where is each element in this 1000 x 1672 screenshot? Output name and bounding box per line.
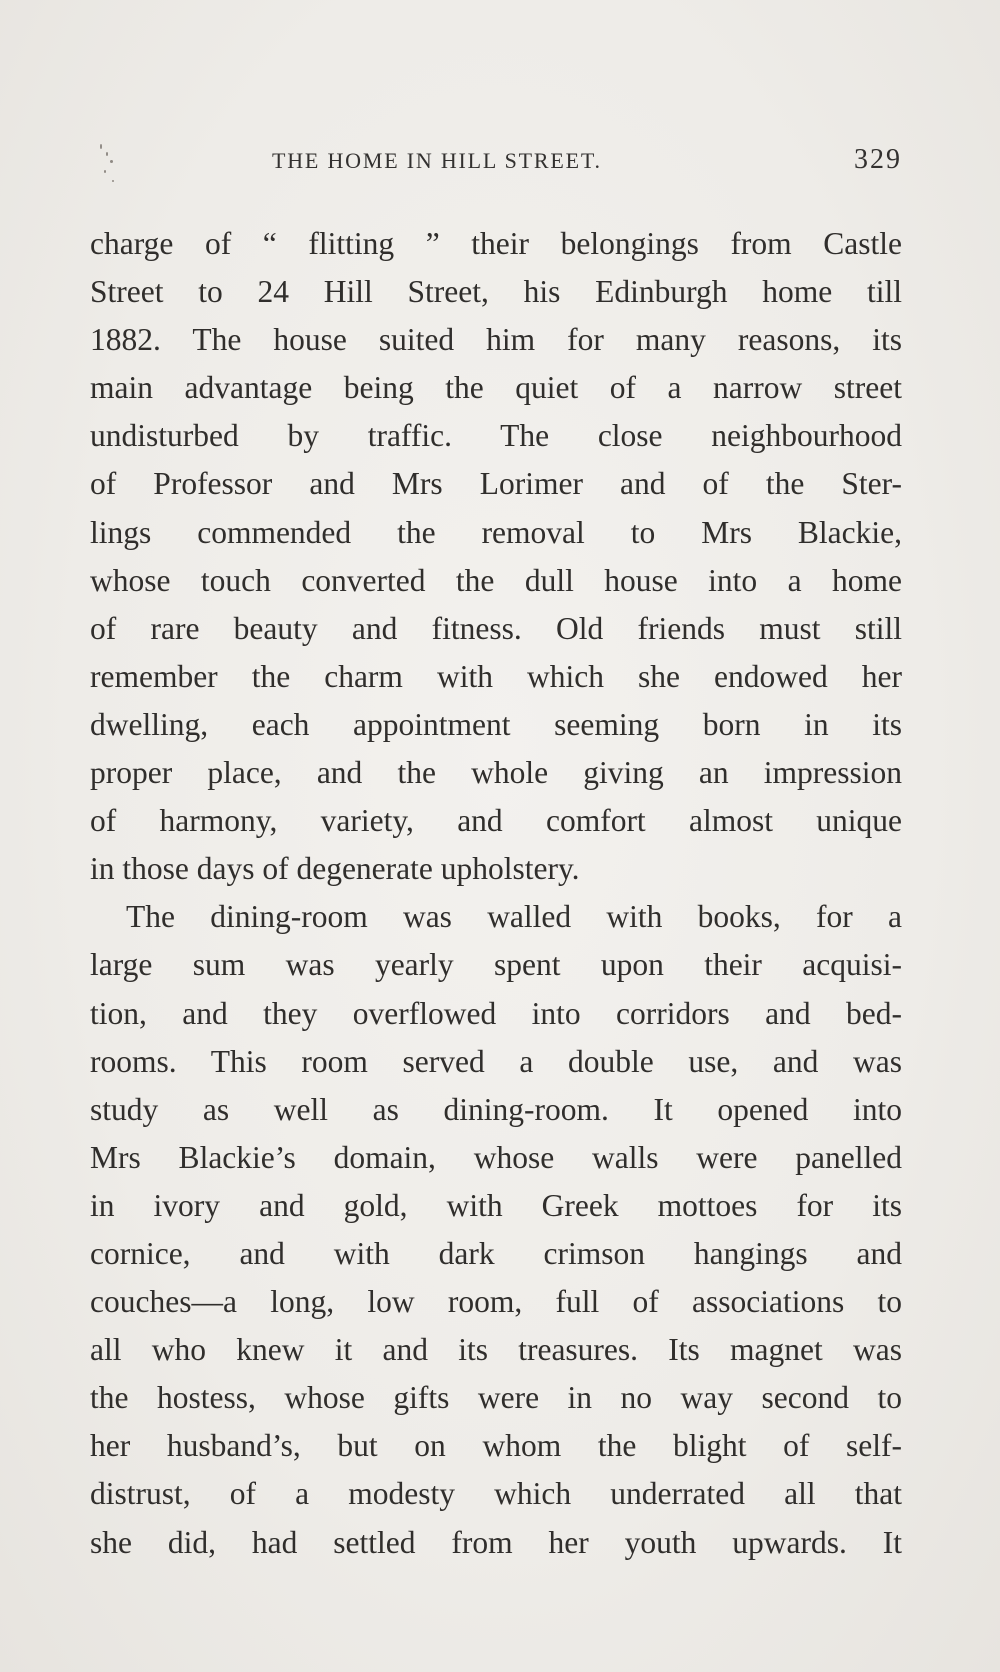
paragraph: [90, 893, 902, 1566]
text-line: whose touch converted the dull house into a home: [90, 562, 902, 598]
text-line: Mrs Blackie’s domain, whose walls were panelled: [90, 1139, 902, 1175]
text-line: her husband’s, but on whom the blight of self-: [90, 1428, 902, 1464]
body-text: [90, 220, 902, 1567]
page-number: 329: [854, 144, 902, 175]
text-line: 1882. The house suited him for many reasons, its: [90, 322, 902, 358]
text-line: of harmony, variety, and comfort almost unique: [90, 803, 902, 839]
text-line: Street to 24 Hill Street, his Edinburgh home till: [90, 274, 902, 310]
running-head: THE HOME IN HILL STREET.: [272, 148, 602, 173]
text-line: the hostess, whose gifts were in no way second to: [90, 1380, 902, 1416]
text-line: charge of “ flitting ” their belongings from Castle: [90, 226, 902, 261]
text-line: distrust, of a modesty which underrated all that: [90, 1476, 902, 1512]
paragraph: [90, 220, 902, 893]
page-header: [90, 144, 902, 184]
text-line: lings commended the removal to Mrs Blackie,: [90, 514, 902, 550]
text-line: dwelling, each appointment seeming born in its: [90, 706, 902, 742]
text-line: remember the charm with which she endowed her: [90, 658, 902, 694]
text-line: of Professor and Mrs Lorimer and of the Ster-: [90, 466, 902, 502]
text-line: main advantage being the quiet of a narrow street: [90, 370, 902, 406]
text-line: large sum was yearly spent upon their acquisi-: [90, 947, 902, 983]
text-line: tion, and they overflowed into corridors and bed-: [90, 995, 902, 1031]
text-line: cornice, and with dark crimson hangings and: [90, 1235, 902, 1271]
text-line: couches—a long, low room, full of associations to: [90, 1284, 902, 1320]
text-line: of rare beauty and fitness. Old friends must still: [90, 610, 902, 646]
text-line: she did, had settled from her youth upwards. It: [90, 1524, 902, 1560]
text-line: rooms. This room served a double use, and was: [90, 1043, 902, 1079]
text-line: study as well as dining-room. It opened into: [90, 1091, 902, 1127]
text-line: in those days of degenerate upholstery.: [90, 851, 580, 887]
text-line: undisturbed by traffic. The close neighbourhood: [90, 418, 902, 454]
text-line: all who knew it and its treasures. Its magnet was: [90, 1332, 902, 1368]
text-line: The dining-room was walled with books, for a: [126, 899, 902, 935]
text-line: in ivory and gold, with Greek mottoes for its: [90, 1187, 902, 1223]
text-line: proper place, and the whole giving an impression: [90, 755, 902, 791]
